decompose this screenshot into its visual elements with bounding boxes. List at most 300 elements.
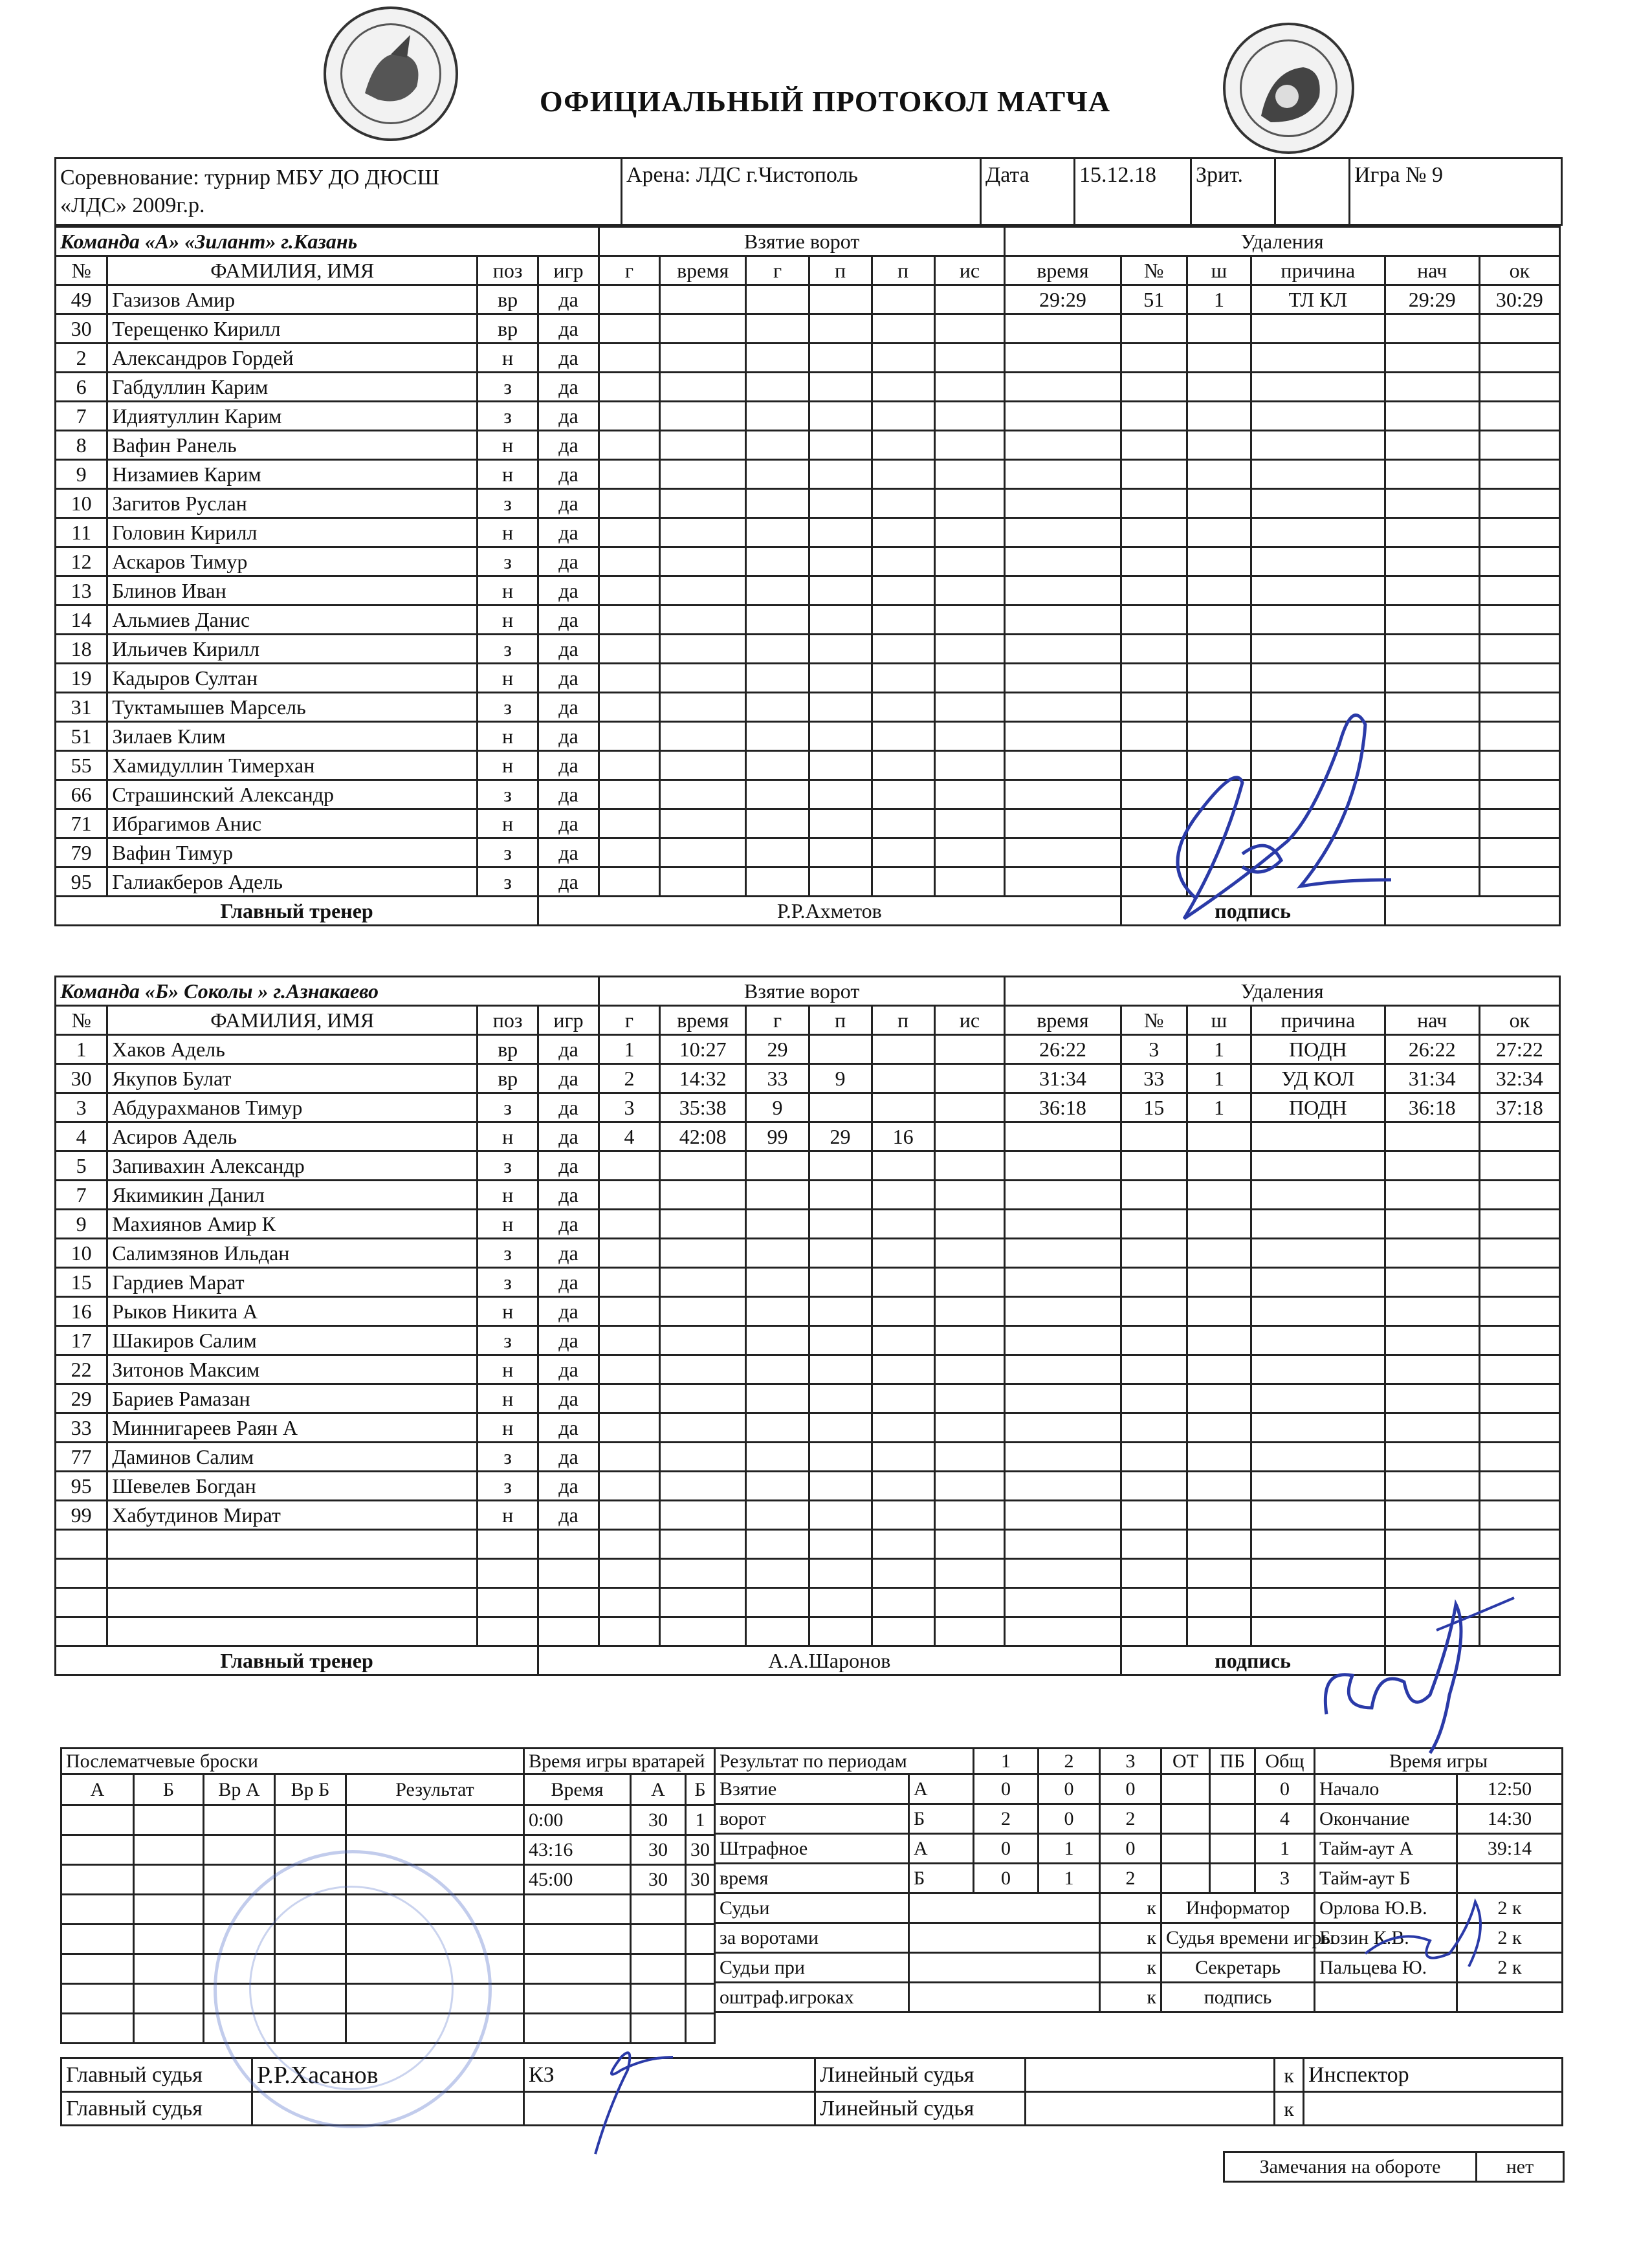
goal-scorer xyxy=(746,722,809,751)
penalty-time: 26:22 xyxy=(1005,1035,1121,1064)
penalty-player xyxy=(1121,635,1187,664)
goal-type xyxy=(934,402,1005,431)
player-number: 30 xyxy=(56,1064,107,1093)
goal-scorer xyxy=(746,1297,809,1326)
player-plays: да xyxy=(538,722,599,751)
assist-2 xyxy=(872,1355,934,1384)
goal-type xyxy=(934,780,1005,809)
assist-1 xyxy=(809,1035,872,1064)
penalty-reason xyxy=(1251,1559,1385,1588)
teamB-col-g: г xyxy=(599,1006,660,1035)
player-name: Даминов Салим xyxy=(107,1443,478,1472)
goalie-time-label: Время игры вратарей xyxy=(524,1749,715,1774)
goal-scorer xyxy=(746,693,809,722)
goal-type xyxy=(934,1559,1005,1588)
goalie-cell xyxy=(524,1925,631,1954)
game-number: Игра № 9 xyxy=(1350,158,1562,225)
player-name: Зитонов Максим xyxy=(107,1355,478,1384)
goal-time xyxy=(659,373,746,402)
player-plays: да xyxy=(538,1210,599,1239)
assist-1 xyxy=(809,751,872,780)
penalty-time xyxy=(1005,1588,1121,1617)
assist-1 xyxy=(809,605,872,635)
player-name: Хамидуллин Тимерхан xyxy=(107,751,478,780)
goal-type xyxy=(934,1355,1005,1384)
goal-scorer xyxy=(746,809,809,838)
teamA-col-start: нач xyxy=(1385,256,1479,285)
player-name: Габдуллин Карим xyxy=(107,373,478,402)
penalty-time xyxy=(1005,1297,1121,1326)
goal-time: 14:32 xyxy=(659,1064,746,1093)
assist-2 xyxy=(872,722,934,751)
player-name: Газизов Амир xyxy=(107,285,478,314)
player-name: Загитов Руслан xyxy=(107,489,478,518)
penalty-reason xyxy=(1251,1122,1385,1151)
penalty-time: 29:29 xyxy=(1005,285,1121,314)
pen-a-cell: 0 xyxy=(1100,1834,1161,1864)
penalty-minutes xyxy=(1187,1239,1251,1268)
player-number: 30 xyxy=(56,314,107,343)
shootout-cell xyxy=(134,1835,204,1865)
arena: Арена: ЛДС г.Чистополь xyxy=(622,158,981,225)
penalty-player xyxy=(1121,518,1187,547)
penalty-start xyxy=(1385,1559,1479,1588)
goals-b-cell: 2 xyxy=(974,1804,1039,1834)
penalty-time xyxy=(1005,1151,1121,1181)
penalty-start xyxy=(1385,314,1479,343)
teamB-col-pos: поз xyxy=(478,1006,538,1035)
pen-a-label: Штрафное xyxy=(715,1834,909,1864)
match-header xyxy=(54,157,1563,226)
penalty-time xyxy=(1005,1413,1121,1443)
player-number: 5 xyxy=(56,1151,107,1181)
penalty-player xyxy=(1121,1413,1187,1443)
penalty-start xyxy=(1385,1384,1479,1413)
pen-b-cell: 2 xyxy=(1100,1864,1161,1893)
penalty-start xyxy=(1385,518,1479,547)
teamB-row xyxy=(56,1326,1560,1355)
penalty-player: 33 xyxy=(1121,1064,1187,1093)
shootout-cell xyxy=(346,1805,524,1835)
penalty-player xyxy=(1121,1297,1187,1326)
player-name: Вафин Тимур xyxy=(107,838,478,867)
goal-time xyxy=(659,431,746,460)
player-name: Салимзянов Ильдан xyxy=(107,1239,478,1268)
goals-a-cell xyxy=(1161,1774,1210,1804)
penalty-end xyxy=(1479,1443,1559,1472)
penalty-time xyxy=(1005,780,1121,809)
penalty-end xyxy=(1479,460,1559,489)
penalty-time xyxy=(1005,1210,1121,1239)
penalty-minutes: 1 xyxy=(1187,1093,1251,1122)
teamA-col-ptime: время xyxy=(1005,256,1121,285)
player-name: Страшинский Александр xyxy=(107,780,478,809)
goal-scorer: 33 xyxy=(746,1064,809,1093)
penalty-reason xyxy=(1251,314,1385,343)
periods-label: Результат по периодам xyxy=(715,1749,974,1774)
period-col: 1 xyxy=(974,1749,1039,1774)
player-plays: да xyxy=(538,343,599,373)
penalty-player xyxy=(1121,1501,1187,1530)
teamB-row xyxy=(56,1297,1560,1326)
player-position: н xyxy=(478,431,538,460)
player-number: 13 xyxy=(56,576,107,605)
shootout-cell xyxy=(134,1805,204,1835)
penalty-start xyxy=(1385,431,1479,460)
player-name xyxy=(107,1559,478,1588)
assist-1 xyxy=(809,285,872,314)
goal-type xyxy=(934,1588,1005,1617)
penalty-minutes xyxy=(1187,1559,1251,1588)
penalty-time: 36:18 xyxy=(1005,1093,1121,1122)
assist-2 xyxy=(872,285,934,314)
teamA-sign-label: подпись xyxy=(1121,897,1385,926)
penalty-minutes xyxy=(1187,1122,1251,1151)
shootout-cell xyxy=(61,1925,134,1954)
goals-b-cell: 0 xyxy=(1039,1804,1100,1834)
player-plays xyxy=(538,1530,599,1559)
player-number: 3 xyxy=(56,1093,107,1122)
assist-1 xyxy=(809,1297,872,1326)
player-number: 55 xyxy=(56,751,107,780)
shootout-cell xyxy=(134,1954,204,1984)
goalie-cell: 30 xyxy=(631,1835,686,1865)
goal-type xyxy=(934,1530,1005,1559)
player-position: н xyxy=(478,518,538,547)
penalty-time xyxy=(1005,693,1121,722)
teamB-row xyxy=(56,1355,1560,1384)
player-name: Идиятуллин Карим xyxy=(107,402,478,431)
penalty-time xyxy=(1005,1326,1121,1355)
assist-1 xyxy=(809,1588,872,1617)
penalty-player: 51 xyxy=(1121,285,1187,314)
player-name: Гардиев Марат xyxy=(107,1268,478,1297)
assist-2 xyxy=(872,780,934,809)
goal-judge-2-label: за воротами xyxy=(715,1923,909,1953)
teamB-coach-name: А.А.Шаронов xyxy=(538,1646,1121,1675)
period-col: 3 xyxy=(1100,1749,1161,1774)
goal-scorer xyxy=(746,1588,809,1617)
goal-scorer xyxy=(746,1384,809,1413)
penalty-reason xyxy=(1251,1210,1385,1239)
player-position: з xyxy=(478,1239,538,1268)
teamB-coach-label: Главный тренер xyxy=(56,1646,538,1675)
goal-number xyxy=(599,635,660,664)
penalty-player xyxy=(1121,1530,1187,1559)
goal-number xyxy=(599,402,660,431)
goal-scorer xyxy=(746,1530,809,1559)
goals-a-cell: 0 xyxy=(1100,1774,1161,1804)
teamA-row xyxy=(56,402,1560,431)
assist-2 xyxy=(872,1413,934,1443)
penalty-minutes xyxy=(1187,1472,1251,1501)
player-position: з xyxy=(478,838,538,867)
penalty-end xyxy=(1479,605,1559,635)
player-position: н xyxy=(478,1210,538,1239)
penalty-time xyxy=(1005,576,1121,605)
assist-2 xyxy=(872,1210,934,1239)
goalie-cell xyxy=(524,1895,631,1925)
penalty-reason: УД КОЛ xyxy=(1251,1064,1385,1093)
assist-1: 9 xyxy=(809,1064,872,1093)
goal-type xyxy=(934,518,1005,547)
penalty-reason xyxy=(1251,605,1385,635)
goal-type xyxy=(934,1239,1005,1268)
pen-judge-2-name xyxy=(1315,1983,1457,2012)
penalty-end xyxy=(1479,343,1559,373)
player-position: з xyxy=(478,1443,538,1472)
goal-type xyxy=(934,1501,1005,1530)
goal-number xyxy=(599,664,660,693)
assist-2 xyxy=(872,664,934,693)
teamB-col-name: ФАМИЛИЯ, ИМЯ xyxy=(107,1006,478,1035)
shootout-col: Результат xyxy=(346,1774,524,1805)
teamB-sign-label: подпись xyxy=(1121,1646,1385,1675)
goals-b-cell xyxy=(1161,1804,1210,1834)
goal-judge-1-name: Орлова Ю.В. xyxy=(1315,1893,1457,1923)
player-plays: да xyxy=(538,489,599,518)
teamB-row xyxy=(56,1239,1560,1268)
teamB-col-pnum: № xyxy=(1121,1006,1187,1035)
spectators-value xyxy=(1275,158,1350,225)
penalty-reason xyxy=(1251,373,1385,402)
player-name: Шевелев Богдан xyxy=(107,1472,478,1501)
goal-type xyxy=(934,1413,1005,1443)
pen-judge-2-cat xyxy=(1457,1983,1563,2012)
teamA-row xyxy=(56,518,1560,547)
goal-time xyxy=(659,1355,746,1384)
teamB-row xyxy=(56,1151,1560,1181)
goal-number xyxy=(599,1472,660,1501)
shootout-col: Вр Б xyxy=(275,1774,346,1805)
assist-1 xyxy=(809,1501,872,1530)
goal-scorer: 9 xyxy=(746,1093,809,1122)
assist-2 xyxy=(872,1472,934,1501)
goal-time xyxy=(659,1151,746,1181)
goalie-cell xyxy=(686,2014,715,2044)
player-name: Асиров Адель xyxy=(107,1122,478,1151)
penalty-reason xyxy=(1251,1443,1385,1472)
goal-scorer xyxy=(746,431,809,460)
teamA-col-g: г xyxy=(599,256,660,285)
player-plays: да xyxy=(538,518,599,547)
goal-scorer xyxy=(746,518,809,547)
assist-1 xyxy=(809,780,872,809)
teamA-row xyxy=(56,547,1560,576)
penalty-start: 31:34 xyxy=(1385,1064,1479,1093)
goal-time xyxy=(659,547,746,576)
penalty-start xyxy=(1385,1239,1479,1268)
player-position: з xyxy=(478,402,538,431)
penalty-reason xyxy=(1251,489,1385,518)
main-referee-name: Р.Р.Хасанов xyxy=(252,2058,524,2092)
assist-1 xyxy=(809,664,872,693)
teamA-penalties-header: Удаления xyxy=(1005,227,1560,256)
penalty-time xyxy=(1005,460,1121,489)
player-plays xyxy=(538,1559,599,1588)
player-position xyxy=(478,1559,538,1588)
goal-type xyxy=(934,867,1005,897)
goal-type xyxy=(934,693,1005,722)
player-name: Зилаев Клим xyxy=(107,722,478,751)
player-name: Хаков Адель xyxy=(107,1035,478,1064)
player-plays: да xyxy=(538,314,599,343)
goal-scorer xyxy=(746,1181,809,1210)
player-position: н xyxy=(478,1355,538,1384)
competition: Соревнование: турнир МБУ ДО ДЮСШ «ЛДС» 2009г.р. xyxy=(56,158,622,225)
penalty-minutes xyxy=(1187,489,1251,518)
player-plays: да xyxy=(538,751,599,780)
player-name xyxy=(107,1617,478,1646)
penalty-start xyxy=(1385,547,1479,576)
player-position: н xyxy=(478,1501,538,1530)
goal-time xyxy=(659,576,746,605)
goal-scorer xyxy=(746,1501,809,1530)
penalty-minutes: 1 xyxy=(1187,1035,1251,1064)
teamA-col-p2: п xyxy=(872,256,934,285)
penalty-reason xyxy=(1251,1413,1385,1443)
goals-b-label: ворот xyxy=(715,1804,909,1834)
player-number: 7 xyxy=(56,1181,107,1210)
assist-1 xyxy=(809,1151,872,1181)
goals-a-time-value: 12:50 xyxy=(1457,1774,1563,1804)
penalty-start xyxy=(1385,1472,1479,1501)
goal-time xyxy=(659,1501,746,1530)
teamB-row xyxy=(56,1472,1560,1501)
goal-time xyxy=(659,780,746,809)
assist-2 xyxy=(872,1181,934,1210)
goal-type xyxy=(934,1384,1005,1413)
goal-scorer xyxy=(746,1210,809,1239)
penalty-minutes xyxy=(1187,343,1251,373)
assist-1 xyxy=(809,314,872,343)
assist-2 xyxy=(872,1064,934,1093)
assist-1 xyxy=(809,373,872,402)
goalie-cell xyxy=(631,1925,686,1954)
player-plays: да xyxy=(538,1239,599,1268)
penalty-end xyxy=(1479,838,1559,867)
penalty-time xyxy=(1005,373,1121,402)
goal-scorer xyxy=(746,547,809,576)
player-number: 95 xyxy=(56,867,107,897)
shootout-cell xyxy=(134,2014,204,2044)
player-name: Терещенко Кирилл xyxy=(107,314,478,343)
assist-2 xyxy=(872,1151,934,1181)
penalty-time xyxy=(1005,1239,1121,1268)
assist-2 xyxy=(872,1530,934,1559)
player-number: 9 xyxy=(56,1210,107,1239)
player-number: 49 xyxy=(56,285,107,314)
teamB-row xyxy=(56,1384,1560,1413)
goals-b-time-label: Окончание xyxy=(1315,1804,1457,1834)
player-plays: да xyxy=(538,431,599,460)
assist-1 xyxy=(809,1384,872,1413)
penalty-end xyxy=(1479,1151,1559,1181)
penalty-end xyxy=(1479,1384,1559,1413)
assist-2 xyxy=(872,867,934,897)
penalty-start xyxy=(1385,343,1479,373)
penalty-reason xyxy=(1251,1268,1385,1297)
player-plays: да xyxy=(538,1355,599,1384)
goal-time xyxy=(659,460,746,489)
pen-a-cell xyxy=(1161,1834,1210,1864)
goal-type xyxy=(934,547,1005,576)
player-position: вр xyxy=(478,1064,538,1093)
teamB-col-p2: п xyxy=(872,1006,934,1035)
goal-number xyxy=(599,867,660,897)
goalie-cell xyxy=(686,1984,715,2014)
player-position: н xyxy=(478,605,538,635)
assist-2 xyxy=(872,605,934,635)
penalty-minutes xyxy=(1187,402,1251,431)
shootout-cell xyxy=(61,1895,134,1925)
teamB-row xyxy=(56,1210,1560,1239)
assist-2 xyxy=(872,693,934,722)
player-plays: да xyxy=(538,1268,599,1297)
goal-type xyxy=(934,1472,1005,1501)
goal-type xyxy=(934,1617,1005,1646)
player-number: 66 xyxy=(56,780,107,809)
shootout-cell xyxy=(204,1805,275,1835)
linesman-k: к xyxy=(1275,2058,1304,2092)
assist-1 xyxy=(809,1472,872,1501)
penalty-end xyxy=(1479,1559,1559,1588)
shootout-cell xyxy=(61,1865,134,1895)
goal-type xyxy=(934,1443,1005,1472)
assist-2 xyxy=(872,1268,934,1297)
goal-number xyxy=(599,1268,660,1297)
penalty-player xyxy=(1121,576,1187,605)
goals-a-cell: 0 xyxy=(974,1774,1039,1804)
penalty-time xyxy=(1005,1355,1121,1384)
penalty-start xyxy=(1385,1530,1479,1559)
goal-type xyxy=(934,460,1005,489)
player-number: 4 xyxy=(56,1122,107,1151)
period-col: Общ xyxy=(1255,1749,1315,1774)
goal-scorer xyxy=(746,1443,809,1472)
referee-signature xyxy=(582,2031,686,2161)
player-name: Блинов Иван xyxy=(107,576,478,605)
player-name: Кадыров Султан xyxy=(107,664,478,693)
penalty-reason xyxy=(1251,431,1385,460)
penalty-time xyxy=(1005,838,1121,867)
goal-scorer xyxy=(746,1151,809,1181)
teamB-col-num: № xyxy=(56,1006,107,1035)
player-number: 31 xyxy=(56,693,107,722)
penalty-minutes xyxy=(1187,1588,1251,1617)
goal-number xyxy=(599,1355,660,1384)
assist-2 xyxy=(872,1559,934,1588)
penalty-time xyxy=(1005,1501,1121,1530)
assist-1 xyxy=(809,460,872,489)
player-number: 10 xyxy=(56,1239,107,1268)
teamA-row xyxy=(56,285,1560,314)
date-value: 15.12.18 xyxy=(1075,158,1191,225)
player-position: н xyxy=(478,809,538,838)
pen-b-cell: 0 xyxy=(974,1864,1039,1893)
player-plays: да xyxy=(538,664,599,693)
penalty-time xyxy=(1005,1443,1121,1472)
goal-judge-2-k: к xyxy=(1100,1923,1161,1953)
goal-time: 42:08 xyxy=(659,1122,746,1151)
penalty-end xyxy=(1479,431,1559,460)
penalty-minutes xyxy=(1187,518,1251,547)
goal-time xyxy=(659,1588,746,1617)
penalty-end xyxy=(1479,1472,1559,1501)
player-position: з xyxy=(478,547,538,576)
assist-1 xyxy=(809,693,872,722)
penalty-minutes xyxy=(1187,1413,1251,1443)
